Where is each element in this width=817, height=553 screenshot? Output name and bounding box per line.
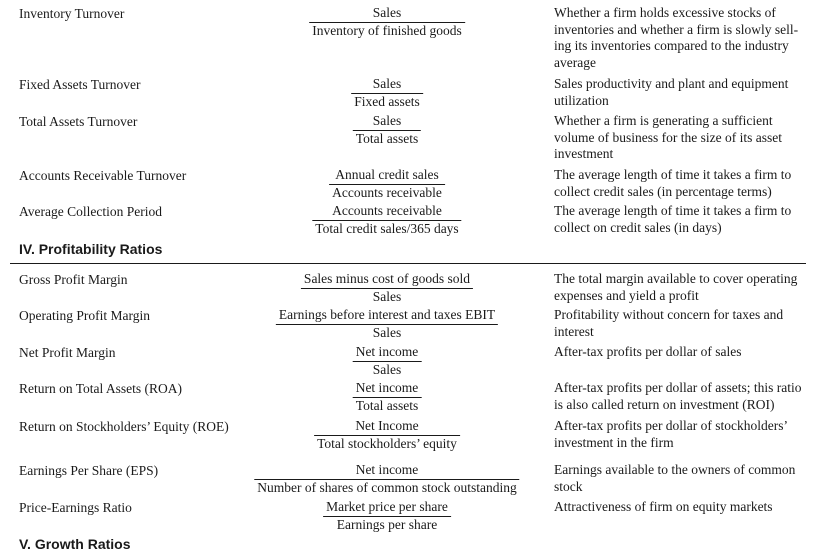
section-heading-profitability: IV. Profitability Ratios [19, 241, 163, 257]
ratio-formula [312, 203, 461, 237]
ratio-formula [351, 76, 423, 110]
ratio-name: Return on Stockholders’ Equity (ROE) [19, 419, 229, 434]
formula-numerator: Net income [353, 380, 422, 398]
ratio-name: Average Collection Period [19, 204, 162, 219]
formula-denominator: Total credit sales/365 days [315, 221, 459, 236]
ratio-formula [353, 113, 421, 147]
ratio-description: After-tax profits per dollar of sales [554, 344, 742, 359]
formula-numerator: Annual credit sales [329, 167, 445, 185]
formula-denominator: Total assets [355, 131, 419, 146]
ratio-formula [314, 418, 460, 452]
ratio-name: Fixed Assets Turnover [19, 77, 141, 92]
formula-denominator: Sales [372, 362, 402, 377]
ratio-formula [254, 462, 519, 496]
ratio-name: Operating Profit Margin [19, 308, 150, 323]
formula-denominator: Number of shares of common stock outstanding [257, 480, 517, 495]
ratio-formula [353, 380, 422, 414]
formula-numerator: Earnings before interest and taxes EBIT [276, 307, 498, 325]
ratio-formula [329, 167, 445, 201]
ratio-name: Total Assets Turnover [19, 114, 138, 129]
ratio-name: Gross Profit Margin [19, 272, 128, 287]
ratio-formula [301, 271, 473, 305]
formula-numerator: Sales [309, 5, 465, 23]
formula-numerator: Market price per share [323, 499, 451, 517]
formula-numerator: Net income [353, 344, 422, 362]
ratio-name: Return on Total Assets (ROA) [19, 381, 183, 396]
ratio-description: Earnings available to the owners of common stock [554, 462, 796, 494]
ratio-formula [353, 344, 422, 378]
formula-numerator: Net income [254, 462, 519, 480]
ratio-description: The total margin available to cover operating expenses and yield a profit [554, 271, 798, 303]
ratio-description: Sales productivity and plant and equipment utilization [554, 76, 789, 108]
formula-numerator: Sales minus cost of goods sold [301, 271, 473, 289]
formula-numerator: Sales [351, 76, 423, 94]
ratio-formula [309, 5, 465, 39]
section-divider [10, 263, 806, 264]
ratio-description: The average length of time it takes a firm to collect credit sales (in percentage terms) [554, 167, 792, 199]
ratio-description: Whether a firm is generating a sufficient volume of business for the size of its asset investment [554, 113, 782, 162]
formula-denominator: Total stockholders’ equity [317, 436, 457, 451]
formula-denominator: Sales [372, 289, 402, 304]
ratio-formula [276, 307, 498, 341]
ratio-name: Net Profit Margin [19, 345, 116, 360]
formula-numerator: Net Income [314, 418, 460, 436]
ratio-name: Earnings Per Share (EPS) [19, 463, 159, 478]
formula-denominator: Accounts receivable [332, 185, 442, 200]
ratio-description: Profitability without concern for taxes and interest [554, 307, 784, 339]
formula-denominator: Inventory of finished goods [312, 23, 462, 38]
ratio-name: Inventory Turnover [19, 6, 125, 21]
formula-denominator: Sales [372, 325, 402, 340]
section-heading-growth: V. Growth Ratios [19, 536, 131, 552]
formula-denominator: Fixed assets [354, 94, 420, 109]
formula-numerator: Sales [353, 113, 421, 131]
ratio-description: After-tax profits per dollar of assets; this ratio is also called return on investment (ROI) [554, 380, 802, 412]
ratio-formula [323, 499, 451, 533]
formula-denominator: Total assets [355, 398, 419, 413]
formula-denominator: Earnings per share [336, 517, 438, 532]
ratio-description: Attractiveness of firm on equity markets [554, 499, 773, 514]
ratio-name: Price-Earnings Ratio [19, 500, 132, 515]
ratio-name: Accounts Receivable Turnover [19, 168, 187, 183]
ratio-description: After-tax profits per dollar of stockholders’ investment in the firm [554, 418, 788, 450]
formula-numerator: Accounts receivable [312, 203, 461, 221]
ratio-description: Whether a firm holds excessive stocks of inventories and whether a firm is slowly sell-ing its inventories compared to the industry average [554, 5, 799, 70]
ratio-description: The average length of time it takes a firm to collect on credit sales (in days) [554, 203, 792, 235]
